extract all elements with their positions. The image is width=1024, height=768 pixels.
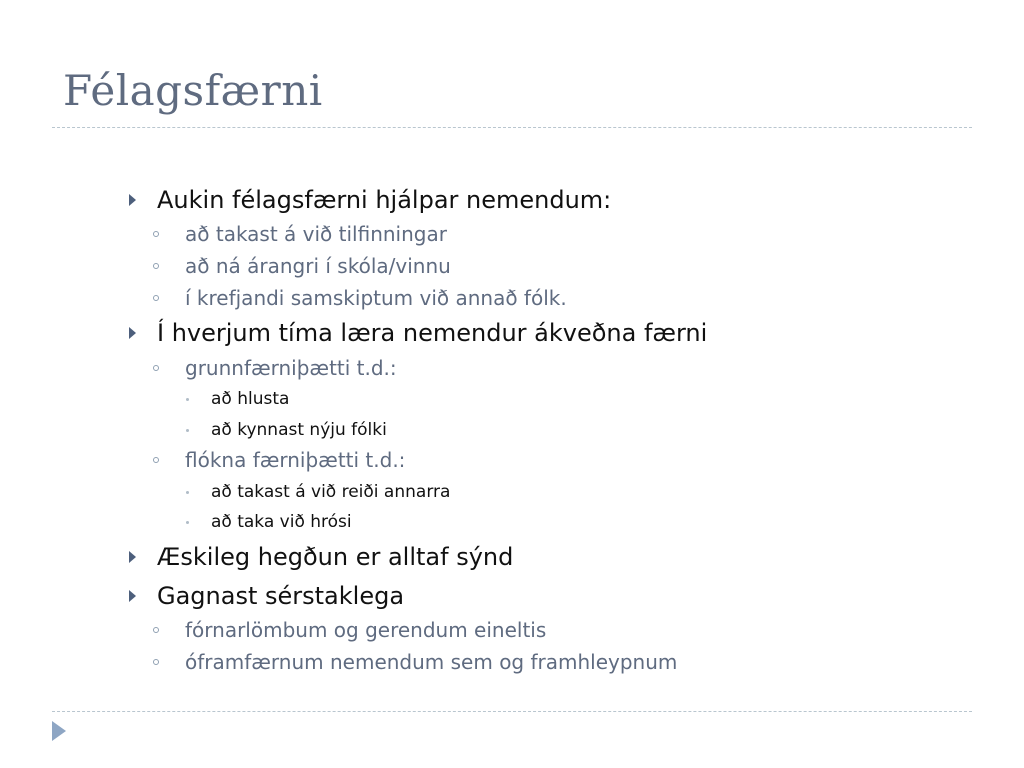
triangle-right-icon: [129, 590, 136, 602]
bullet-level-3: að kynnast nýju fólki: [211, 420, 387, 440]
bullet-level-2: óframfærnum nemendum sem og framhleypnum: [185, 650, 678, 674]
hollow-circle-icon: [153, 365, 159, 371]
bullet-level-1: Gagnast sérstaklega: [157, 582, 405, 610]
bullet-level-1: Aukin félagsfærni hjálpar nemendum:: [157, 186, 612, 214]
bullet-level-1: Æskileg hegðun er alltaf sýnd: [157, 543, 514, 571]
triangle-right-icon: [129, 551, 136, 563]
hollow-circle-icon: [153, 295, 159, 301]
dot-icon: [186, 521, 189, 524]
footer-divider: [52, 711, 972, 712]
hollow-circle-icon: [153, 263, 159, 269]
bullet-level-3: að hlusta: [211, 389, 290, 409]
bullet-level-2: að ná árangri í skóla/vinnu: [185, 254, 451, 278]
dot-icon: [186, 398, 189, 401]
hollow-circle-icon: [153, 231, 159, 237]
bullet-level-2: grunnfærniþætti t.d.:: [185, 356, 397, 380]
triangle-right-icon: [129, 327, 136, 339]
bullet-level-1: Í hverjum tíma læra nemendur ákveðna færni: [157, 319, 708, 347]
bullet-level-2: fórnarlömbum og gerendum eineltis: [185, 618, 547, 642]
dot-icon: [186, 429, 189, 432]
slide-title: Félagsfærni: [63, 66, 323, 115]
bullet-level-3: að takast á við reiði annarra: [211, 482, 451, 502]
play-arrow-icon[interactable]: [52, 721, 66, 741]
triangle-right-icon: [129, 194, 136, 206]
hollow-circle-icon: [153, 659, 159, 665]
bullet-level-2: flókna færniþætti t.d.:: [185, 448, 406, 472]
bullet-level-3: að taka við hrósi: [211, 512, 352, 532]
dot-icon: [186, 491, 189, 494]
bullet-level-2: í krefjandi samskiptum við annað fólk.: [185, 286, 567, 310]
hollow-circle-icon: [153, 457, 159, 463]
bullet-level-2: að takast á við tilfinningar: [185, 222, 447, 246]
hollow-circle-icon: [153, 627, 159, 633]
